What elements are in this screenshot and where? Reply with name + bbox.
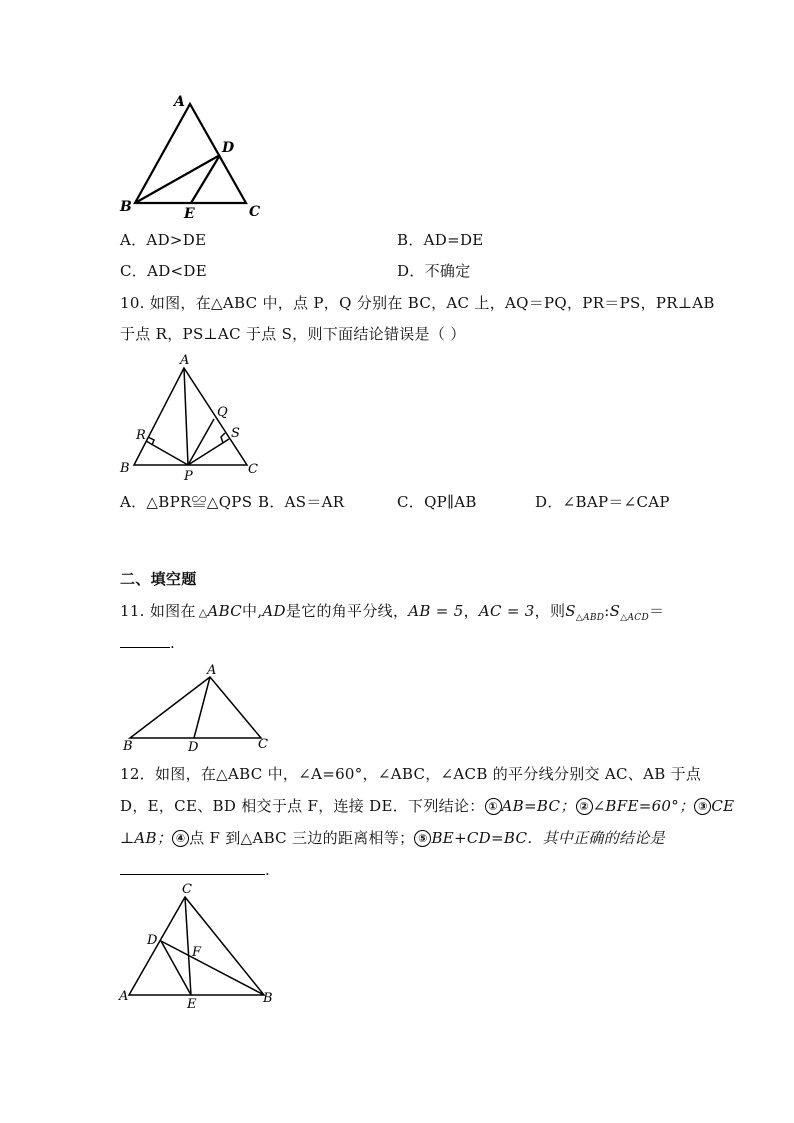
q12-statement-5: BE+CD=BC．其中正确的结论是 [431, 829, 665, 847]
segment-ad [194, 677, 210, 738]
q11-ad: AD [262, 602, 286, 620]
label-f: F [192, 945, 202, 960]
q11-stem-line1 [120, 601, 664, 628]
label-c: C [248, 462, 258, 477]
label-r: R [136, 428, 146, 443]
q12-period: . [265, 861, 271, 879]
label-d: D [222, 140, 235, 156]
q12-circled-4: ④ [172, 830, 189, 847]
q11-ac-eq: AC = 3 [478, 602, 535, 620]
q11-period: . [170, 634, 176, 652]
q12-answer-line [120, 860, 270, 880]
q12-stem-line3 [120, 828, 665, 848]
q12-text: D，E，CE、BD 相交于点 F，连接 DE．下列结论： [120, 797, 485, 815]
q9-option-c[interactable]: C．AD<DE [120, 262, 207, 280]
q11-text: ，则 [534, 602, 566, 620]
label-c: C [258, 737, 268, 752]
q11-sub-abd: △ABD [575, 613, 605, 623]
q10-option-b[interactable]: B．AS＝AR [258, 493, 345, 511]
label-b: B [120, 461, 130, 476]
q10-option-c[interactable]: C．QP∥AB [397, 493, 477, 511]
q11-colon: : [604, 602, 610, 620]
q12-circled-2: ② [576, 798, 593, 815]
label-a: A [207, 663, 217, 678]
label-d: D [147, 933, 158, 948]
segment-pq [188, 419, 214, 465]
label-q: Q [217, 405, 228, 420]
triangle-abc [134, 368, 247, 465]
q10-option-d[interactable]: D．∠BAP＝∠CAP [535, 493, 670, 511]
q12-stem-line1: 12．如图，在△ABC 中，∠A=60°，∠ABC，∠ACB 的平分线分别交 AC、AB 于点 [120, 765, 702, 783]
q11-area-s: S [565, 602, 576, 620]
q11-ab-eq: AB = 5 [408, 602, 464, 620]
q12-figure [112, 878, 287, 1018]
q11-text: 是它的角平分线， [285, 602, 409, 620]
label-p: P [184, 469, 193, 484]
label-b: B [263, 991, 273, 1006]
segment-ce [185, 897, 191, 995]
q11-sub-acd: △ACD [620, 613, 649, 623]
q11-equals: ＝ [648, 602, 665, 620]
q10-stem-line1: 10. 如图，在△ABC 中，点 P，Q 分别在 BC，AC 上，AQ＝PQ，PR＝PS，PR⊥AB [120, 294, 715, 312]
q9-figure [110, 90, 280, 225]
q11-text: ， [463, 602, 479, 620]
segment-ap [184, 368, 188, 465]
q11-answer-line [120, 633, 175, 653]
label-e: E [184, 206, 195, 222]
q11-abc: ABC [207, 602, 243, 620]
label-e: E [187, 997, 197, 1012]
q12-stem-line2 [120, 796, 734, 816]
section-title-fill-in: 二、填空题 [120, 570, 197, 588]
q9-option-b[interactable]: B．AD=DE [397, 231, 484, 249]
q10-figure [112, 348, 262, 483]
q12-circled-5: ⑤ [414, 830, 431, 847]
label-a: A [174, 94, 185, 110]
q12-circled-1: ① [485, 798, 502, 815]
triangle-abc [130, 677, 261, 738]
label-b: B [123, 739, 133, 754]
q12-statement-3-cont: ⊥AB； [120, 829, 173, 847]
q11-answer-blank[interactable] [120, 633, 170, 648]
q10-stem-line2: 于点 R，PS⊥AC 于点 S，则下面结论错误是（ ） [120, 325, 466, 343]
q12-statement-4: 点 F 到△ABC 三边的距离相等； [189, 829, 415, 847]
q10-option-a[interactable]: A．△BPR≌△QPS [120, 493, 253, 511]
label-c: C [182, 882, 192, 897]
q12-statement-2: ∠BFE=60°； [592, 797, 695, 815]
q11-text: 中, [242, 602, 263, 620]
q12-circled-3: ③ [694, 798, 711, 815]
label-a: A [180, 353, 190, 368]
label-d: D [188, 740, 199, 755]
q9-option-a[interactable]: A．AD>DE [120, 231, 207, 249]
q12-answer-blank[interactable] [120, 860, 265, 875]
q9-option-d[interactable]: D．不确定 [397, 262, 471, 280]
q11-area-s: S [609, 602, 621, 620]
label-a: A [119, 989, 129, 1004]
label-c: C [249, 204, 261, 220]
q12-statement-3: CE [711, 797, 735, 815]
q12-statement-1: AB=BC； [501, 797, 576, 815]
q11-figure [118, 660, 278, 755]
q11-number: 11. 如图在 [120, 602, 196, 620]
label-s: S [231, 426, 240, 441]
label-b: B [120, 199, 132, 215]
q11-triangle-symbol: △ [198, 606, 208, 619]
